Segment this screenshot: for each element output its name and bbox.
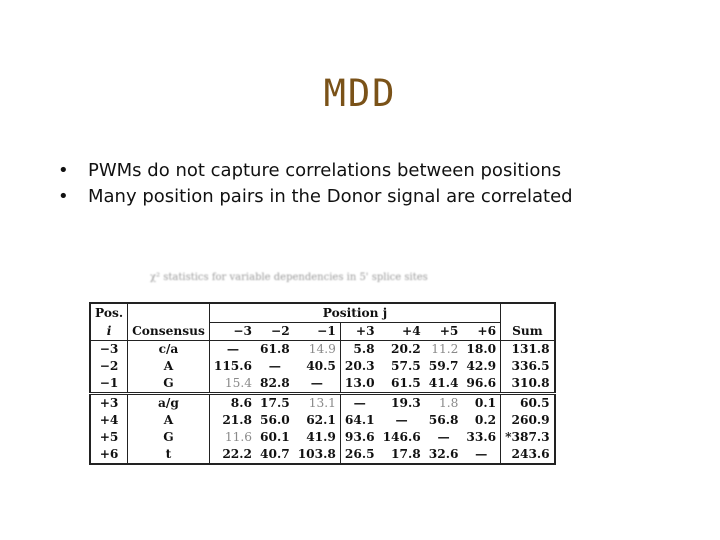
table-caption: χ² statistics for variable dependencies in 5' splice sites xyxy=(150,272,428,283)
table-cell: 96.6 xyxy=(462,375,500,394)
table-cell: 40.7 xyxy=(260,447,290,461)
table-cell: 20.2 xyxy=(391,342,421,356)
table-cell: 11.2 xyxy=(431,342,459,356)
table-cell: 21.8 xyxy=(222,413,253,427)
table-cell: 18.0 xyxy=(462,341,500,359)
table-cell: 82.8 xyxy=(260,376,290,390)
table-cell: — xyxy=(268,359,281,373)
table-row xyxy=(90,429,555,446)
row-sum: 310.8 xyxy=(511,376,550,390)
header-col: +3 xyxy=(340,323,378,341)
table-cell: 13.1 xyxy=(294,394,341,413)
table-cell: 103.8 xyxy=(294,446,341,464)
header-sum: Sum xyxy=(501,323,555,341)
table-cell: 14.9 xyxy=(294,341,341,359)
row-pos: +6 xyxy=(90,446,128,464)
row-pos: +4 xyxy=(90,412,128,429)
header-consensus: Consensus xyxy=(128,323,210,341)
header-col: +6 xyxy=(462,323,500,341)
table-row xyxy=(90,358,555,375)
row-consensus: c/a xyxy=(128,341,210,359)
bullet-marker: • xyxy=(58,186,69,207)
table-row xyxy=(90,412,555,429)
table-cell: 56.0 xyxy=(260,413,290,427)
table-cell: 26.5 xyxy=(344,447,375,461)
row-pos: −1 xyxy=(90,375,128,394)
dependency-table xyxy=(89,302,556,465)
table-cell: 146.6 xyxy=(382,430,421,444)
header-col: −3 xyxy=(209,323,256,341)
bullet-text: PWMs do not capture correlations between positions xyxy=(88,160,562,181)
table-row xyxy=(90,375,555,394)
bullet-item xyxy=(58,158,573,184)
header-col: −2 xyxy=(256,323,294,341)
table-row xyxy=(90,394,555,413)
table-header-row xyxy=(90,303,555,323)
table-cell: 8.6 xyxy=(209,394,256,413)
table-cell: 60.1 xyxy=(260,430,290,444)
row-pos: +3 xyxy=(90,394,128,413)
header-col: +5 xyxy=(425,323,463,341)
header-col: +4 xyxy=(379,323,425,341)
bullet-marker: • xyxy=(58,160,69,181)
slide-title: MDD xyxy=(323,72,397,115)
header-blank xyxy=(501,303,555,323)
table-cell: — xyxy=(462,446,500,464)
table-cell: 62.1 xyxy=(294,412,341,429)
table-cell: 22.2 xyxy=(222,447,253,461)
table-cell: 57.5 xyxy=(391,359,421,373)
table-cell: — xyxy=(294,375,341,394)
bullet-list xyxy=(58,158,573,210)
row-consensus: t xyxy=(128,446,210,464)
table-cell: 5.8 xyxy=(353,342,375,356)
table-cell: 64.1 xyxy=(344,413,375,427)
table-cell: 61.8 xyxy=(260,342,290,356)
row-sum: 336.5 xyxy=(511,359,550,373)
table-cell: 13.0 xyxy=(344,376,375,390)
row-pos: −2 xyxy=(90,358,128,375)
table-cell: 40.5 xyxy=(294,358,341,375)
table-cell: 17.8 xyxy=(391,447,421,461)
bullet-text: Many position pairs in the Donor signal are correlated xyxy=(88,186,573,207)
table-cell: 42.9 xyxy=(462,358,500,375)
header-pos: Pos. xyxy=(90,303,128,323)
bullet-item xyxy=(58,184,573,210)
row-pos: +5 xyxy=(90,429,128,446)
row-sum: 243.6 xyxy=(511,447,550,461)
row-consensus: G xyxy=(128,375,210,394)
table-cell: — xyxy=(395,413,408,427)
row-sum: 260.9 xyxy=(511,413,550,427)
table-cell: 33.6 xyxy=(462,429,500,446)
table-header-row xyxy=(90,323,555,341)
table-cell: 41.4 xyxy=(428,376,459,390)
table-cell: 56.8 xyxy=(428,413,459,427)
row-pos: −3 xyxy=(90,341,128,359)
row-consensus: A xyxy=(128,412,210,429)
row-sum: *387.3 xyxy=(505,430,550,444)
header-col: −1 xyxy=(294,323,341,341)
row-sum: 131.8 xyxy=(511,342,550,356)
table-cell: 32.6 xyxy=(428,447,459,461)
header-position-j: Position j xyxy=(209,303,500,323)
table-cell: 41.9 xyxy=(294,429,341,446)
table-cell: 20.3 xyxy=(344,359,375,373)
table-cell: — xyxy=(340,394,378,413)
table-cell: 61.5 xyxy=(391,376,421,390)
table-row xyxy=(90,446,555,464)
table-cell: 15.4 xyxy=(224,376,253,390)
row-consensus: a/g xyxy=(128,394,210,413)
table-cell: 93.6 xyxy=(344,430,375,444)
table-cell: 59.7 xyxy=(428,359,459,373)
header-i: i xyxy=(90,323,128,341)
table-cell: 0.2 xyxy=(462,412,500,429)
table-cell: — xyxy=(437,430,450,444)
row-consensus: A xyxy=(128,358,210,375)
header-blank xyxy=(128,303,210,323)
table-cell: 0.1 xyxy=(462,394,500,413)
table-cell: 115.6 xyxy=(213,359,253,373)
table-row xyxy=(90,341,555,359)
table-cell: — xyxy=(226,342,240,356)
table-cell: 1.8 xyxy=(425,394,463,413)
table-cell: 11.6 xyxy=(224,430,253,444)
row-consensus: G xyxy=(128,429,210,446)
table-cell: 19.3 xyxy=(379,394,425,413)
row-sum: 60.5 xyxy=(501,394,555,413)
table-cell: 17.5 xyxy=(256,394,294,413)
